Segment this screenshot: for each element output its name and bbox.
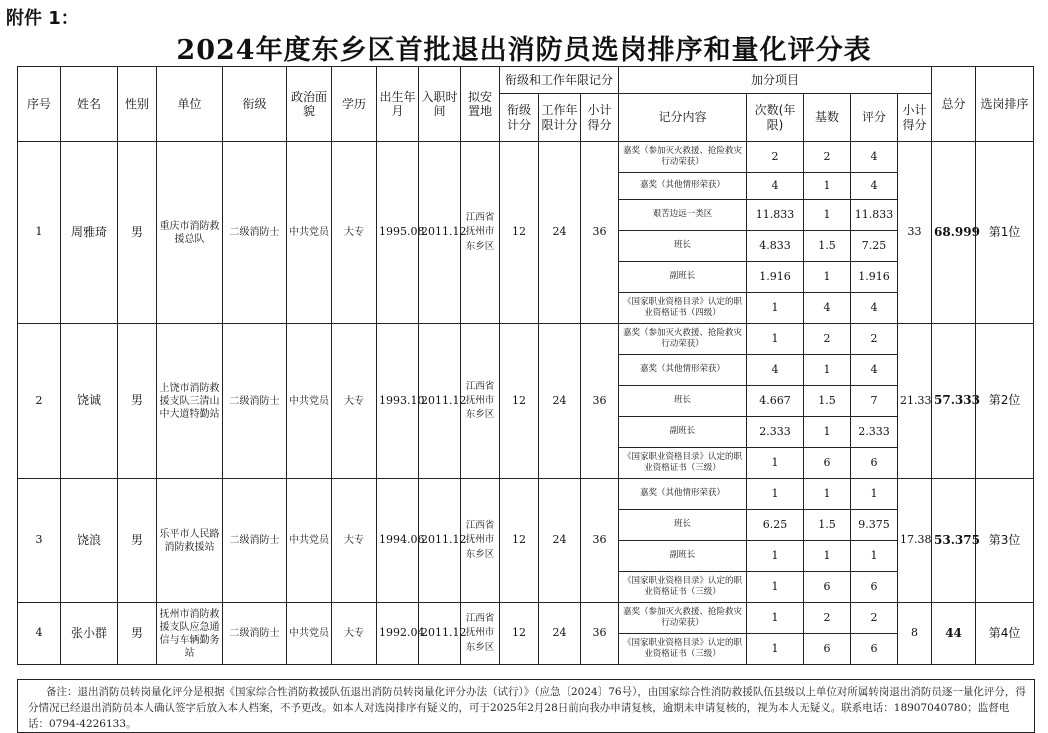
rank-score-cell: 12 [500, 324, 539, 479]
gender-cell: 男 [118, 603, 157, 665]
header-total: 总分 [932, 67, 976, 142]
header-bonus-group: 加分项目 [619, 67, 932, 94]
header-rank-score: 衔级计分 [500, 94, 539, 142]
bonus-subtotal-cell: 21.33 [898, 324, 932, 479]
bonus-count-cell: 2 [747, 142, 804, 173]
politics-cell: 中共党员 [287, 324, 332, 479]
scoring-table [17, 66, 1034, 665]
header-bonus-subtotal: 小计得分 [898, 94, 932, 142]
service-score-cell: 24 [539, 479, 581, 603]
seq-cell: 4 [18, 603, 61, 665]
subtotal-cell: 36 [581, 603, 619, 665]
bonus-item-cell: 嘉奖（参加灭火救援、抢险救灾行动荣获） [619, 142, 747, 173]
gender-cell: 男 [118, 324, 157, 479]
header-rank: 衔级 [223, 67, 287, 142]
bonus-subtotal-cell: 8 [898, 603, 932, 665]
birth-cell: 1992.04 [377, 603, 419, 665]
bonus-count-cell: 4 [747, 173, 804, 200]
bonus-item-cell: 班长 [619, 231, 747, 262]
header-row-1 [18, 67, 1034, 94]
placement-cell: 江西省抚州市东乡区 [461, 603, 500, 665]
header-service-score: 工作年限计分 [539, 94, 581, 142]
bonus-count-cell: 1 [747, 634, 804, 665]
bonus-points-cell: 4 [851, 142, 898, 173]
name-cell: 饶诚 [61, 324, 118, 479]
join-cell: 2011.12 [419, 324, 461, 479]
header-bonus-item: 记分内容 [619, 94, 747, 142]
name-cell: 周雅琦 [61, 142, 118, 324]
bonus-base-cell: 1.5 [804, 231, 851, 262]
ranking-cell: 第4位 [976, 603, 1034, 665]
bonus-count-cell: 1.916 [747, 262, 804, 293]
header-name: 姓名 [61, 67, 118, 142]
footnote: 备注：退出消防员转岗量化评分是根据《国家综合性消防救援队伍退出消防员转岗量化评分办法（试行）》（应急〔2024〕76号），由国家综合性消防救援队伍县级以上单位对所属转岗退出消防员逐一量化评分，得分情况已经退出消防员本人确认签字后放入本人档案，不予更改。如本人对选岗排序有疑义的，可于2025年2月28日前向我办申请复核，逾期未申请复核的，视为本人无疑义。联系电话：18907040780；监督电话：0794-4226133。 [17, 679, 1035, 733]
seq-cell: 1 [18, 142, 61, 324]
politics-cell: 中共党员 [287, 603, 332, 665]
header-count: 次数(年限) [747, 94, 804, 142]
rank-score-cell: 12 [500, 479, 539, 603]
header-placement: 拟安置地 [461, 67, 500, 142]
education-cell: 大专 [332, 324, 377, 479]
bonus-count-cell: 1 [747, 324, 804, 355]
bonus-base-cell: 1 [804, 355, 851, 386]
bonus-item-cell: 嘉奖（参加灭火救援、抢险救灾行动荣获） [619, 603, 747, 634]
bonus-points-cell: 2 [851, 603, 898, 634]
birth-cell: 1994.06 [377, 479, 419, 603]
table-row [18, 142, 1034, 173]
placement-cell: 江西省抚州市东乡区 [461, 142, 500, 324]
header-points: 评分 [851, 94, 898, 142]
bonus-base-cell: 2 [804, 324, 851, 355]
politics-cell: 中共党员 [287, 479, 332, 603]
bonus-points-cell: 1 [851, 479, 898, 510]
service-score-cell: 24 [539, 603, 581, 665]
bonus-base-cell: 1 [804, 173, 851, 200]
bonus-base-cell: 1 [804, 262, 851, 293]
subtotal-cell: 36 [581, 479, 619, 603]
header-politics: 政治面貌 [287, 67, 332, 142]
bonus-base-cell: 2 [804, 603, 851, 634]
bonus-count-cell: 2.333 [747, 417, 804, 448]
bonus-base-cell: 2 [804, 142, 851, 173]
bonus-points-cell: 6 [851, 448, 898, 479]
bonus-item-cell: 嘉奖（其他情形荣获） [619, 355, 747, 386]
header-join: 入职时间 [419, 67, 461, 142]
bonus-points-cell: 4 [851, 293, 898, 324]
bonus-item-cell: 副班长 [619, 541, 747, 572]
bonus-points-cell: 9.375 [851, 510, 898, 541]
bonus-subtotal-cell: 17.38 [898, 479, 932, 603]
bonus-base-cell: 1.5 [804, 386, 851, 417]
ranking-cell: 第1位 [976, 142, 1034, 324]
header-base: 基数 [804, 94, 851, 142]
bonus-count-cell: 6.25 [747, 510, 804, 541]
header-rank-service-group: 衔级和工作年限记分 [500, 67, 619, 94]
seq-cell: 3 [18, 479, 61, 603]
total-cell: 53.375 [932, 479, 976, 603]
table-body [18, 142, 1034, 665]
total-cell: 57.333 [932, 324, 976, 479]
birth-cell: 1993.10 [377, 324, 419, 479]
unit-cell: 上饶市消防救援支队三清山中大道特勤站 [157, 324, 223, 479]
rank-cell: 二级消防士 [223, 479, 287, 603]
bonus-points-cell: 1 [851, 541, 898, 572]
seq-cell: 2 [18, 324, 61, 479]
attachment-label: 附件 1： [6, 8, 79, 29]
unit-cell: 重庆市消防救援总队 [157, 142, 223, 324]
total-cell: 68.999 [932, 142, 976, 324]
header-gender: 性别 [118, 67, 157, 142]
rank-cell: 二级消防士 [223, 142, 287, 324]
page-title: 2024年度东乡区首批退出消防员选岗排序和量化评分表 [176, 35, 872, 66]
header-ranking: 选岗排序 [976, 67, 1034, 142]
bonus-base-cell: 1 [804, 417, 851, 448]
bonus-points-cell: 4 [851, 355, 898, 386]
header-education: 学历 [332, 67, 377, 142]
bonus-base-cell: 6 [804, 448, 851, 479]
bonus-item-cell: 艰苦边远一类区 [619, 200, 747, 231]
bonus-count-cell: 1 [747, 603, 804, 634]
bonus-item-cell: 副班长 [619, 262, 747, 293]
placement-cell: 江西省抚州市东乡区 [461, 324, 500, 479]
bonus-points-cell: 2 [851, 324, 898, 355]
bonus-points-cell: 4 [851, 173, 898, 200]
politics-cell: 中共党员 [287, 142, 332, 324]
header-birth: 出生年月 [377, 67, 419, 142]
bonus-item-cell: 《国家职业资格目录》认定的职业资格证书（三级） [619, 448, 747, 479]
bonus-count-cell: 1 [747, 448, 804, 479]
bonus-points-cell: 1.916 [851, 262, 898, 293]
service-score-cell: 24 [539, 142, 581, 324]
bonus-item-cell: 嘉奖（参加灭火救援、抢险救灾行动荣获） [619, 324, 747, 355]
bonus-item-cell: 《国家职业资格目录》认定的职业资格证书（三级） [619, 572, 747, 603]
unit-cell: 乐平市人民路消防救援站 [157, 479, 223, 603]
join-cell: 2011.12 [419, 479, 461, 603]
total-cell: 44 [932, 603, 976, 665]
bonus-count-cell: 1 [747, 541, 804, 572]
bonus-count-cell: 4.667 [747, 386, 804, 417]
service-score-cell: 24 [539, 324, 581, 479]
education-cell: 大专 [332, 603, 377, 665]
header-unit: 单位 [157, 67, 223, 142]
unit-cell: 抚州市消防救援支队应急通信与车辆勤务站 [157, 603, 223, 665]
bonus-points-cell: 11.833 [851, 200, 898, 231]
bonus-points-cell: 7 [851, 386, 898, 417]
birth-cell: 1995.08 [377, 142, 419, 324]
ranking-cell: 第3位 [976, 479, 1034, 603]
subtotal-cell: 36 [581, 324, 619, 479]
bonus-item-cell: 《国家职业资格目录》认定的职业资格证书（四级） [619, 293, 747, 324]
rank-cell: 二级消防士 [223, 324, 287, 479]
placement-cell: 江西省抚州市东乡区 [461, 479, 500, 603]
subtotal-cell: 36 [581, 142, 619, 324]
rank-cell: 二级消防士 [223, 603, 287, 665]
bonus-item-cell: 嘉奖（其他情形荣获） [619, 479, 747, 510]
bonus-points-cell: 7.25 [851, 231, 898, 262]
bonus-base-cell: 1 [804, 200, 851, 231]
bonus-base-cell: 6 [804, 634, 851, 665]
education-cell: 大专 [332, 479, 377, 603]
bonus-item-cell: 班长 [619, 510, 747, 541]
bonus-count-cell: 1 [747, 479, 804, 510]
bonus-item-cell: 副班长 [619, 417, 747, 448]
join-cell: 2011.12 [419, 603, 461, 665]
bonus-item-cell: 班长 [619, 386, 747, 417]
bonus-count-cell: 4.833 [747, 231, 804, 262]
bonus-item-cell: 嘉奖（其他情形荣获） [619, 173, 747, 200]
bonus-count-cell: 11.833 [747, 200, 804, 231]
header-seq: 序号 [18, 67, 61, 142]
bonus-base-cell: 1.5 [804, 510, 851, 541]
bonus-count-cell: 1 [747, 572, 804, 603]
bonus-base-cell: 4 [804, 293, 851, 324]
join-cell: 2011.12 [419, 142, 461, 324]
header-subtotal: 小计得分 [581, 94, 619, 142]
bonus-points-cell: 6 [851, 634, 898, 665]
ranking-cell: 第2位 [976, 324, 1034, 479]
bonus-count-cell: 4 [747, 355, 804, 386]
gender-cell: 男 [118, 142, 157, 324]
rank-score-cell: 12 [500, 142, 539, 324]
gender-cell: 男 [118, 479, 157, 603]
table-row [18, 603, 1034, 634]
bonus-item-cell: 《国家职业资格目录》认定的职业资格证书（三级） [619, 634, 747, 665]
bonus-count-cell: 1 [747, 293, 804, 324]
bonus-base-cell: 1 [804, 479, 851, 510]
name-cell: 张小群 [61, 603, 118, 665]
education-cell: 大专 [332, 142, 377, 324]
name-cell: 饶浪 [61, 479, 118, 603]
bonus-points-cell: 6 [851, 572, 898, 603]
table-row [18, 479, 1034, 510]
bonus-base-cell: 1 [804, 541, 851, 572]
bonus-base-cell: 6 [804, 572, 851, 603]
bonus-subtotal-cell: 33 [898, 142, 932, 324]
table-row [18, 324, 1034, 355]
rank-score-cell: 12 [500, 603, 539, 665]
bonus-points-cell: 2.333 [851, 417, 898, 448]
